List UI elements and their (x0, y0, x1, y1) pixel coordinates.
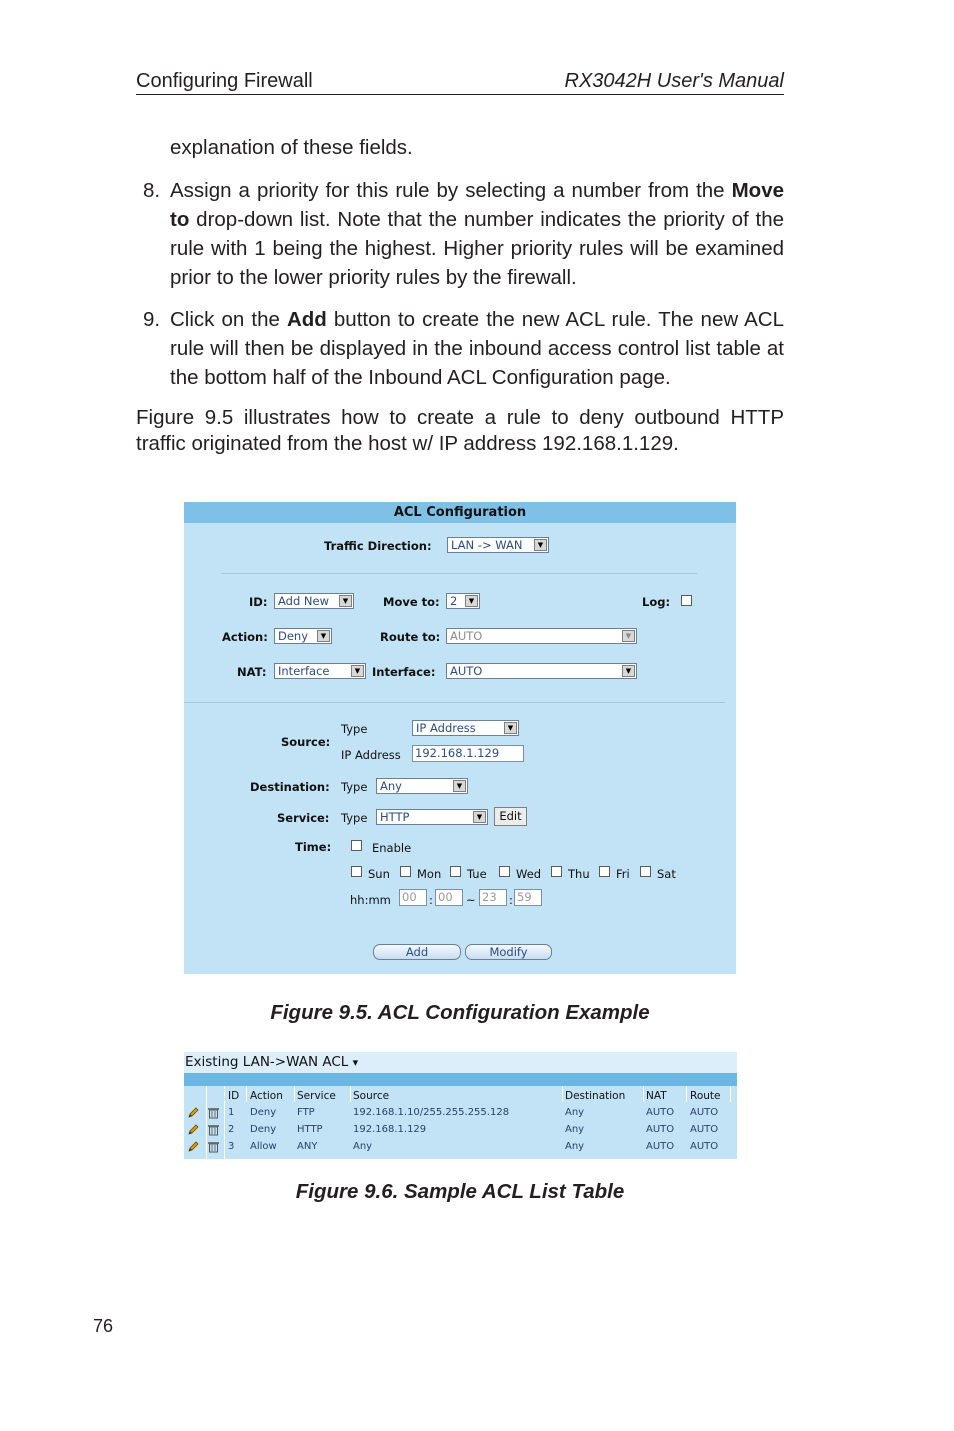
day-checkbox-mon[interactable] (400, 866, 411, 877)
day-label-mon: Mon (417, 867, 442, 881)
interface-select[interactable]: AUTO ▼ (446, 663, 637, 679)
move-to-select[interactable]: 2 ▼ (446, 593, 480, 609)
chevron-down-icon: ▼ (473, 811, 486, 823)
cell-action: Deny (250, 1107, 277, 1118)
day-checkbox-tue[interactable] (450, 866, 461, 877)
day-label-wed: Wed (516, 867, 542, 881)
figure-caption-2: Figure 9.6. Sample ACL List Table (295, 1180, 625, 1203)
start-minute-input[interactable]: 00 (435, 889, 463, 906)
move-to-label: Move to: (383, 595, 440, 609)
day-checkbox-sat[interactable] (640, 866, 651, 877)
day-checkbox-fri[interactable] (599, 866, 610, 877)
cell-destination: Any (565, 1107, 585, 1118)
trash-icon[interactable] (207, 1123, 220, 1136)
step-9-number: 9. (143, 308, 161, 331)
running-header-left: Configuring Firewall (136, 70, 313, 92)
column-divider (294, 1086, 295, 1102)
time-label: Time: (295, 840, 332, 854)
step-8-number: 8. (143, 179, 161, 202)
source-type-select[interactable]: IP Address ▼ (412, 720, 519, 736)
source-label: Source: (281, 735, 331, 749)
column-divider (246, 1086, 247, 1102)
step-8-bold: Move to (170, 179, 784, 231)
intro-line: explanation of these fields. (170, 136, 413, 159)
end-hour-input[interactable]: 23 (479, 889, 507, 906)
cell-route: AUTO (690, 1124, 719, 1135)
cell-source: 192.168.1.129 (353, 1124, 427, 1135)
time-tilde: ~ (466, 893, 476, 907)
page-number: 76 (93, 1316, 114, 1336)
column-header-nat: NAT (646, 1090, 667, 1102)
cell-service: ANY (297, 1141, 318, 1152)
cell-service: HTTP (297, 1124, 323, 1135)
figure-intro: Figure 9.5 illustrates how to create a rule to deny outbound HTTP traffic originated from the host w/ IP address 192.168.1.129. (136, 406, 784, 455)
source-ip-input[interactable]: 192.168.1.129 (412, 745, 524, 762)
column-header-source: Source (353, 1090, 390, 1102)
cell-source: 192.168.1.10/255.255.255.128 (353, 1107, 510, 1118)
header-rule (136, 94, 784, 95)
column-header-destination: Destination (565, 1090, 626, 1102)
cell-nat: AUTO (646, 1124, 675, 1135)
edit-pencil-icon[interactable] (187, 1107, 199, 1119)
destination-type-select[interactable]: Any ▼ (376, 778, 468, 794)
action-select[interactable]: Deny ▼ (274, 628, 332, 644)
column-divider (350, 1086, 351, 1102)
cell-service: FTP (297, 1107, 315, 1118)
chevron-down-icon: ▼ (339, 595, 352, 607)
destination-type-label: Type (341, 780, 368, 794)
destination-label: Destination: (250, 780, 330, 794)
day-label-tue: Tue (467, 867, 487, 881)
cell-action: Allow (250, 1141, 277, 1152)
chevron-down-icon: ▼ (622, 630, 635, 642)
table-header-band (184, 1073, 737, 1086)
chevron-down-icon: ▼ (622, 665, 635, 677)
step-9-bold: Add (286, 308, 327, 331)
trash-icon[interactable] (207, 1106, 220, 1119)
chevron-down-icon: ▼ (534, 539, 547, 551)
cell-id: 1 (228, 1107, 235, 1118)
cell-id: 3 (228, 1141, 235, 1152)
edit-service-button[interactable]: Edit (494, 807, 527, 826)
nat-label: NAT: (237, 665, 267, 679)
cell-id: 2 (228, 1124, 235, 1135)
column-header-id: ID (228, 1090, 240, 1102)
edit-pencil-icon[interactable] (187, 1124, 199, 1136)
cell-destination: Any (565, 1124, 585, 1135)
table-row (184, 1139, 737, 1156)
day-label-thu: Thu (568, 867, 590, 881)
day-label-sat: Sat (657, 867, 676, 881)
chevron-down-icon: ▼ (351, 665, 364, 677)
cell-route: AUTO (690, 1141, 719, 1152)
chevron-down-icon: ▾ (352, 1056, 359, 1069)
service-label: Service: (277, 811, 330, 825)
day-checkbox-wed[interactable] (499, 866, 510, 877)
day-label-sun: Sun (368, 867, 390, 881)
cell-nat: AUTO (646, 1141, 675, 1152)
traffic-direction-label: Traffic Direction: (324, 539, 432, 553)
day-checkbox-thu[interactable] (551, 866, 562, 877)
cell-source: Any (353, 1141, 373, 1152)
end-minute-input[interactable]: 59 (514, 889, 542, 906)
add-button[interactable]: Add (373, 944, 461, 960)
id-select[interactable]: Add New ▼ (274, 593, 354, 609)
column-header-route: Route (690, 1090, 721, 1102)
chevron-down-icon: ▼ (504, 722, 517, 734)
service-type-select[interactable]: HTTP ▼ (376, 809, 488, 825)
separator (184, 702, 725, 703)
log-label: Log: (642, 595, 671, 609)
step-9-text: Click on the Add button to create the new ACL rule. The new ACL rule will then be displayed in the inbound access control list table at the bottom half of the Inbound ACL Configuration page. (170, 308, 784, 389)
day-checkbox-sun[interactable] (351, 866, 362, 877)
route-to-select[interactable]: AUTO ▼ (446, 628, 637, 644)
running-header-right: RX3042H User's Manual (564, 70, 784, 92)
column-divider (643, 1086, 644, 1102)
column-divider (686, 1086, 687, 1102)
table-row (184, 1122, 737, 1139)
table-row (184, 1105, 737, 1122)
source-type-label: Type (341, 722, 368, 736)
time-colon: : (429, 893, 433, 907)
separator (221, 573, 697, 574)
acl-config-title: ACL Configuration (184, 502, 736, 523)
action-label: Action: (222, 630, 268, 644)
cell-nat: AUTO (646, 1107, 675, 1118)
acl-configuration-panel (184, 502, 736, 974)
modify-button[interactable]: Modify (465, 944, 552, 960)
column-divider (730, 1086, 731, 1102)
id-label: ID: (249, 595, 268, 609)
log-checkbox[interactable] (681, 595, 692, 606)
edit-pencil-icon[interactable] (187, 1141, 199, 1153)
chevron-down-icon: ▼ (465, 595, 478, 607)
chevron-down-icon: ▼ (453, 780, 466, 792)
interface-label: Interface: (372, 665, 436, 679)
acl-list-title[interactable]: Existing LAN->WAN ACL ▾ (185, 1054, 359, 1070)
cell-action: Deny (250, 1124, 277, 1135)
trash-icon[interactable] (207, 1140, 220, 1153)
chevron-down-icon: ▼ (317, 630, 330, 642)
traffic-direction-select[interactable]: LAN -> WAN ▼ (447, 537, 549, 553)
nat-select[interactable]: Interface ▼ (274, 663, 366, 679)
column-divider (562, 1086, 563, 1102)
hhmm-label: hh:mm (350, 893, 391, 907)
time-enable-checkbox[interactable] (351, 840, 362, 851)
cell-route: AUTO (690, 1107, 719, 1118)
figure-caption-1: Figure 9.5. ACL Configuration Example (270, 1001, 650, 1024)
day-label-fri: Fri (616, 867, 630, 881)
acl-list-table (184, 1052, 737, 1159)
time-enable-label: Enable (372, 841, 412, 855)
step-8-text: Assign a priority for this rule by selecting a number from the Move to drop-down list. Note that the number indicates the priority of the rule with 1 being the highest. Higher priority rules will be examined prior to the lower priority rules by the firewall. (170, 179, 784, 289)
cell-destination: Any (565, 1141, 585, 1152)
route-to-label: Route to: (380, 630, 441, 644)
column-header-action: Action (250, 1090, 283, 1102)
time-colon: : (509, 893, 513, 907)
service-type-label: Type (341, 811, 368, 825)
start-hour-input[interactable]: 00 (399, 889, 427, 906)
column-header-service: Service (297, 1090, 336, 1102)
source-ip-label: IP Address (341, 748, 401, 762)
